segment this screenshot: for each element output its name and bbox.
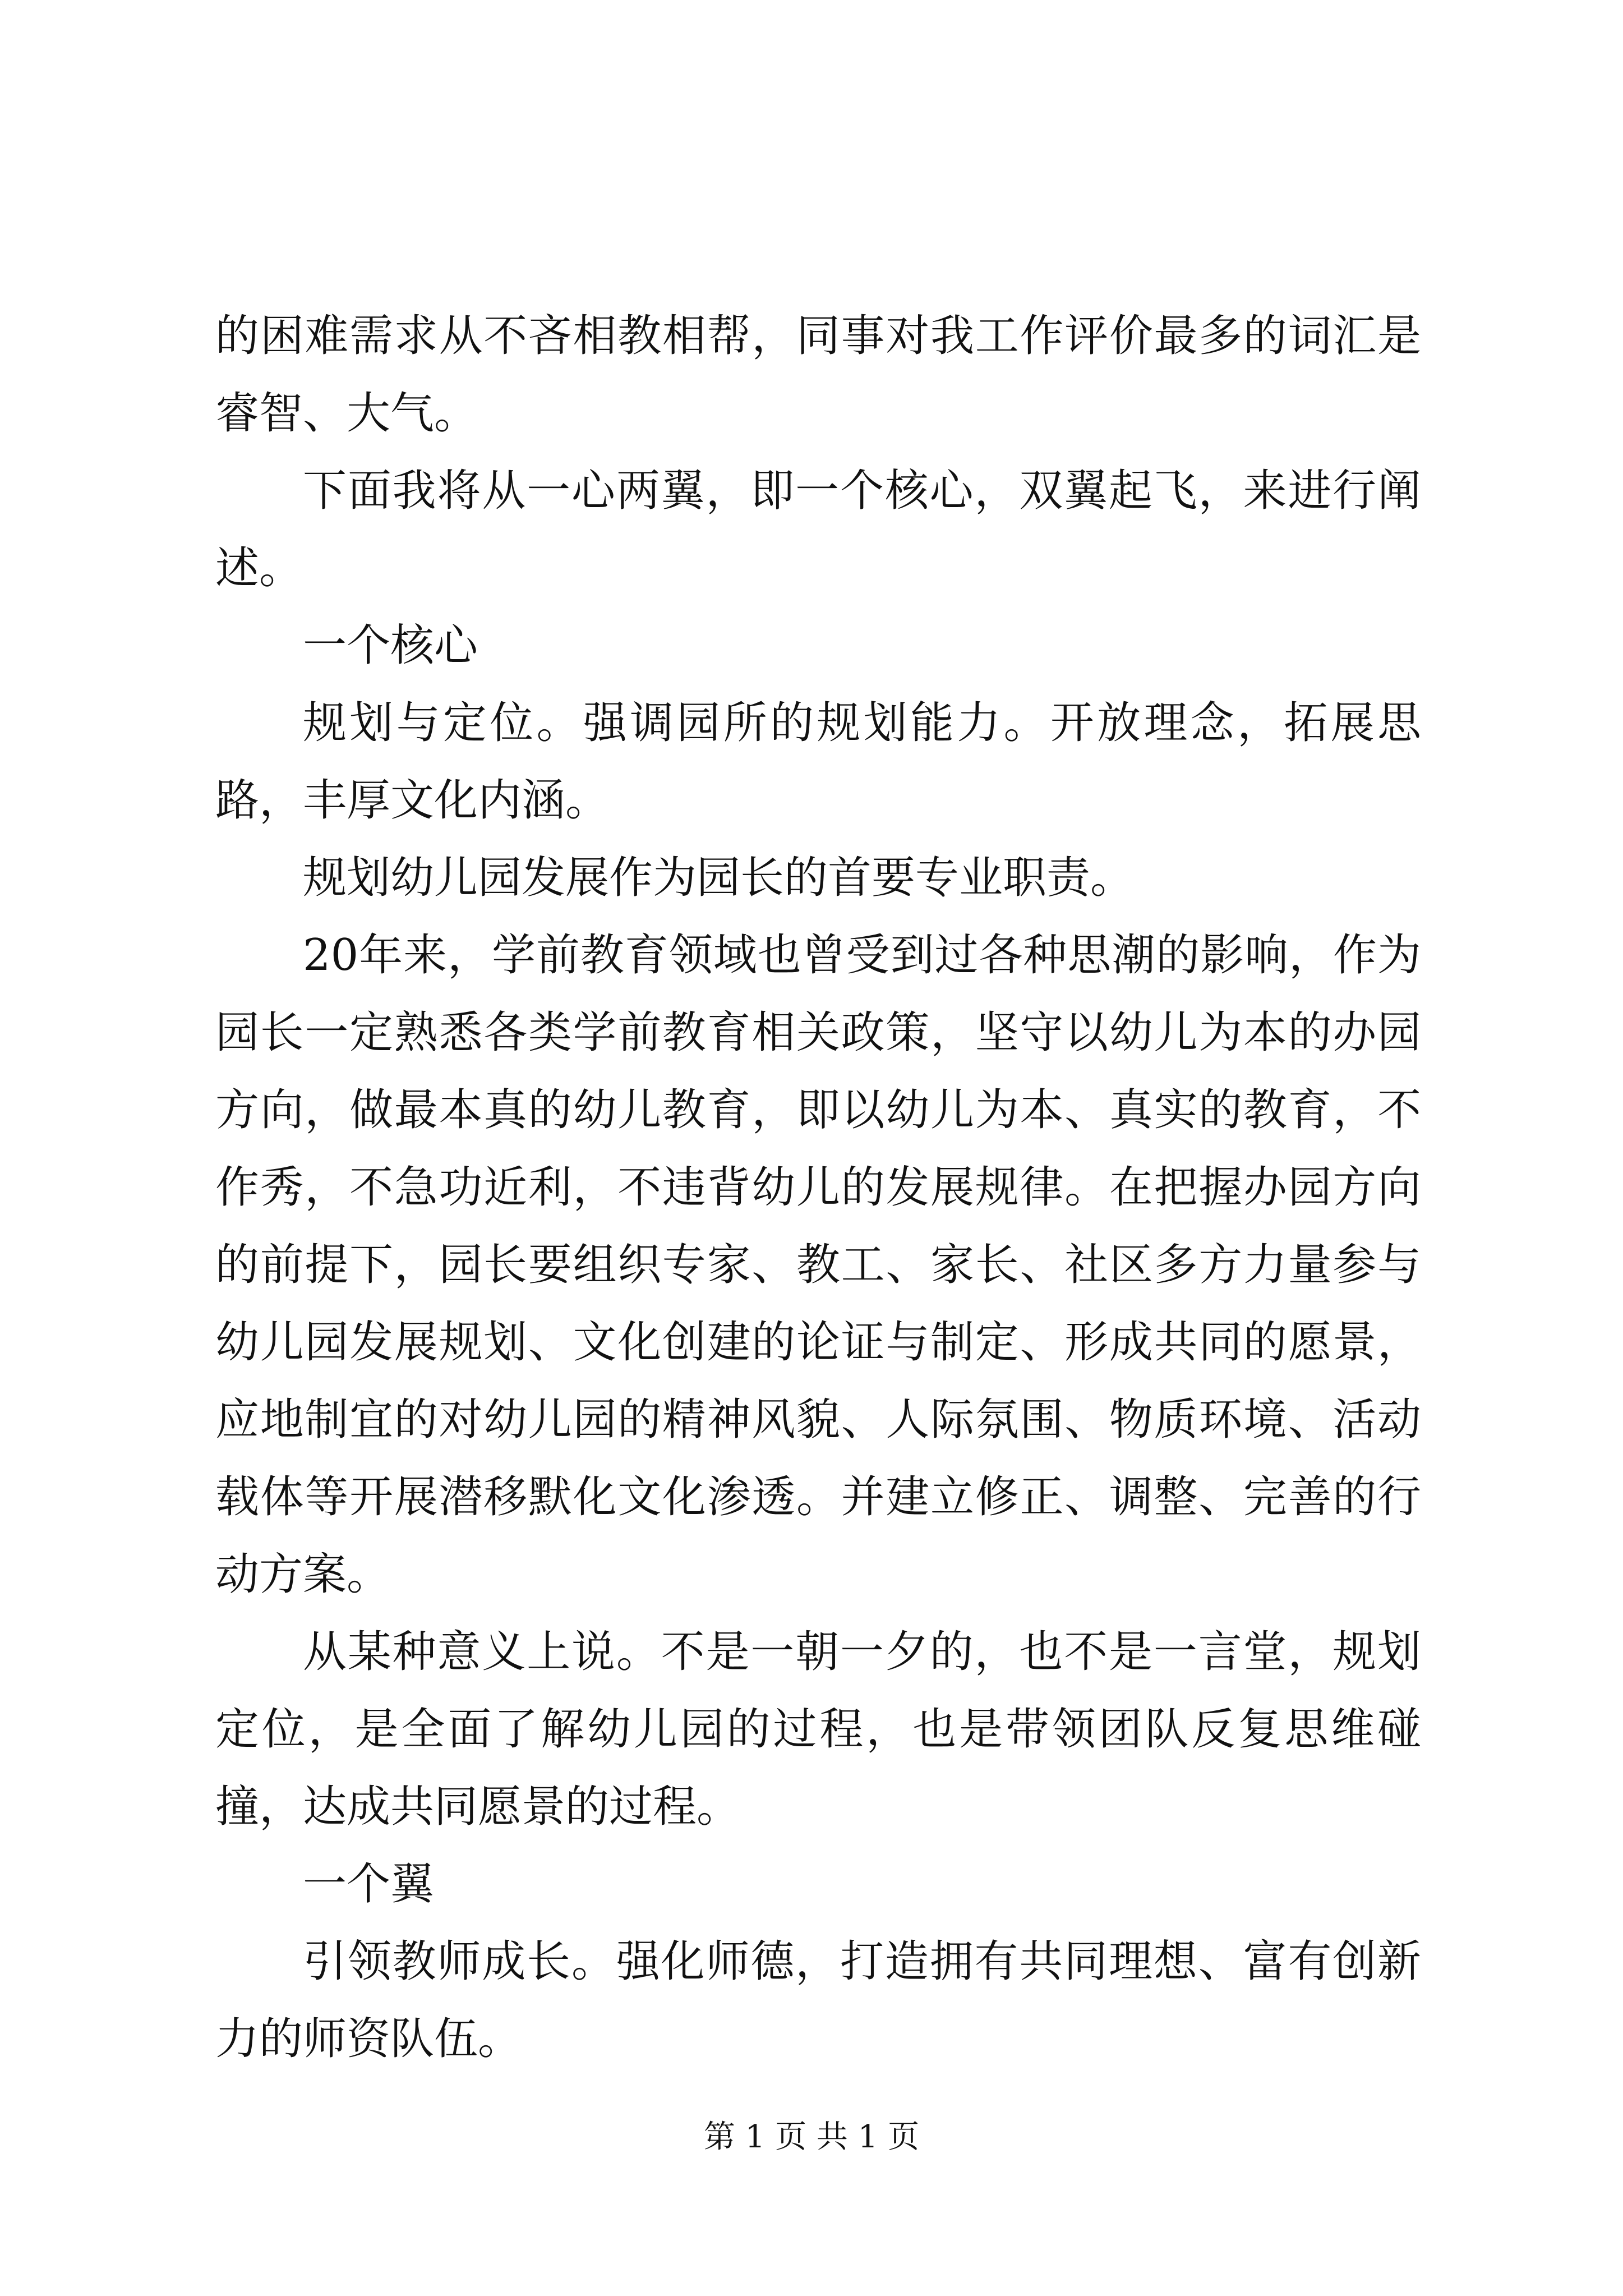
paragraph-5: 规划幼儿园发展作为园长的首要专业职责。 <box>303 853 1135 903</box>
page-footer: 第 1 页 共 1 页 <box>703 2119 920 2155</box>
document-body <box>215 297 1421 2078</box>
paragraph-7: 从某种意义上说。不是一朝一夕的，也不是一言堂，规划定位，是全面了解幼儿园的过程，也是带领团队反复思维碰撞，达成共同愿景的过程。 <box>215 1627 1421 1832</box>
paragraph-2: 下面我将从一心两翼，即一个核心，双翼起飞，来进行阐述。 <box>215 466 1421 593</box>
section-heading-core: 一个核心 <box>303 620 478 671</box>
paragraph-6: 20年来，学前教育领域也曾受到过各种思潮的影响，作为园长一定熟悉各类学前教育相关政策，坚守以幼儿为本的办园方向，做最本真的幼儿教育，即以幼儿为本、真实的教育，不作秀，不急功近利，不违背幼儿的发展规律。在把握办园方向的前提下，园长要组织专家、教工、家长、社区多方力量参与幼儿园发展规划、文化创建的论证与制定、形成共同的愿景，应地制宜的对幼儿园的精神风貌、人际氛围、物质环境、活动载体等开展潜移默化文化渗透。并建立修正、调整、完善的行动方案。 <box>215 930 1421 1600</box>
paragraph-4: 规划与定位。强调园所的规划能力。开放理念，拓展思路，丰厚文化内涵。 <box>215 698 1421 826</box>
paragraph-1: 的困难需求从不吝相教相帮，同事对我工作评价最多的词汇是睿智、大气。 <box>215 311 1421 439</box>
section-heading-wing: 一个翼 <box>303 1859 435 1910</box>
paragraph-9: 引领教师成长。强化师德，打造拥有共同理想、富有创新力的师资队伍。 <box>215 1936 1421 2064</box>
